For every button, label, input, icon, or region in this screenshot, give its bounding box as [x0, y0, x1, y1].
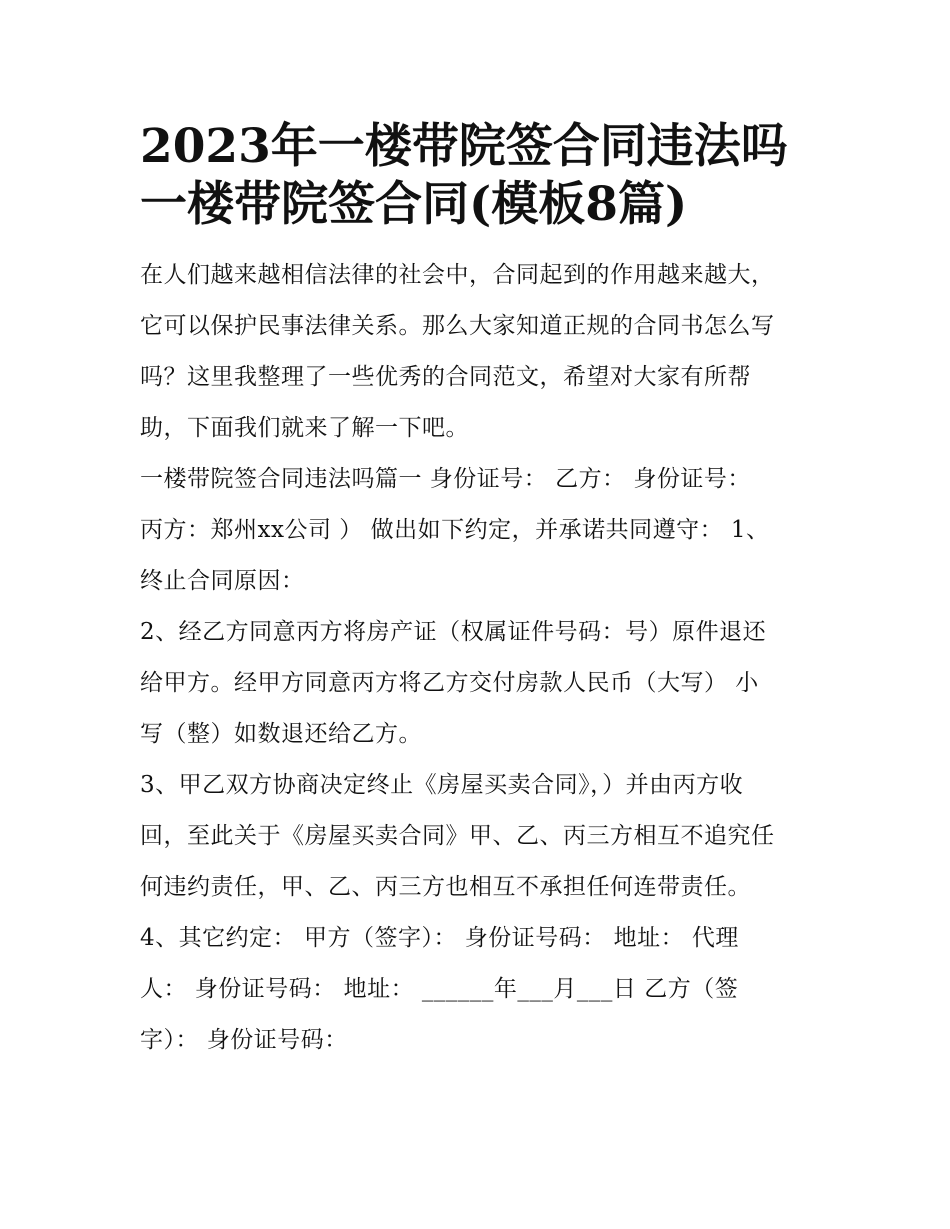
text-line: 丙方：郑州xx公司 ） 做出如下约定，并承诺共同遵守： 1、 [140, 517, 770, 543]
clause-4-paragraph [140, 913, 820, 1066]
text-line: 3、甲乙双方协商决定终止《房屋买卖合同》，）并由丙方收 [140, 772, 744, 798]
text-line: 助，下面我们就来了解一下吧。 [140, 415, 469, 441]
text-line: 2、经乙方同意丙方将房产证（权属证件号码：号）原件退还 [140, 619, 767, 645]
text-line: 一楼带院签合同违法吗篇一 身份证号： 乙方： 身份证号： [140, 466, 751, 492]
title-line-1: 2023年一楼带院签合同违法吗 [140, 119, 788, 174]
document-title [140, 118, 820, 234]
text-line: 回，至此关于《房屋买卖合同》甲、乙、丙三方相互不追究任 [140, 823, 775, 849]
text-line: 4、其它约定： 甲方（签字）： 身份证号码： 地址： 代理 [140, 925, 739, 951]
clause-2-paragraph [140, 607, 820, 760]
text-line: 给甲方。经甲方同意丙方将乙方交付房款人民币（大写） 小 [140, 670, 759, 696]
document-page [140, 118, 820, 1066]
clause-1-paragraph [140, 454, 820, 607]
text-line: 何违约责任，甲、乙、丙三方也相互不承担任何连带责任。 [140, 874, 751, 900]
text-line: 字）： 身份证号码： [140, 1027, 348, 1053]
text-line: 终止合同原因： [140, 568, 305, 594]
intro-paragraph [140, 250, 820, 454]
text-line: 人： 身份证号码： 地址： ______年___月___日 乙方（签 [140, 976, 739, 1002]
text-line: 在人们越来越相信法律的社会中，合同起到的作用越来越大， [140, 262, 775, 288]
text-line: 它可以保护民事法律关系。那么大家知道正规的合同书怎么写 [140, 313, 775, 339]
title-line-2: 一楼带院签合同(模板8篇) [140, 177, 688, 232]
clause-3-paragraph [140, 760, 820, 913]
text-line: 写（整）如数退还给乙方。 [140, 721, 422, 747]
text-line: 吗？这里我整理了一些优秀的合同范文，希望对大家有所帮 [140, 364, 751, 390]
